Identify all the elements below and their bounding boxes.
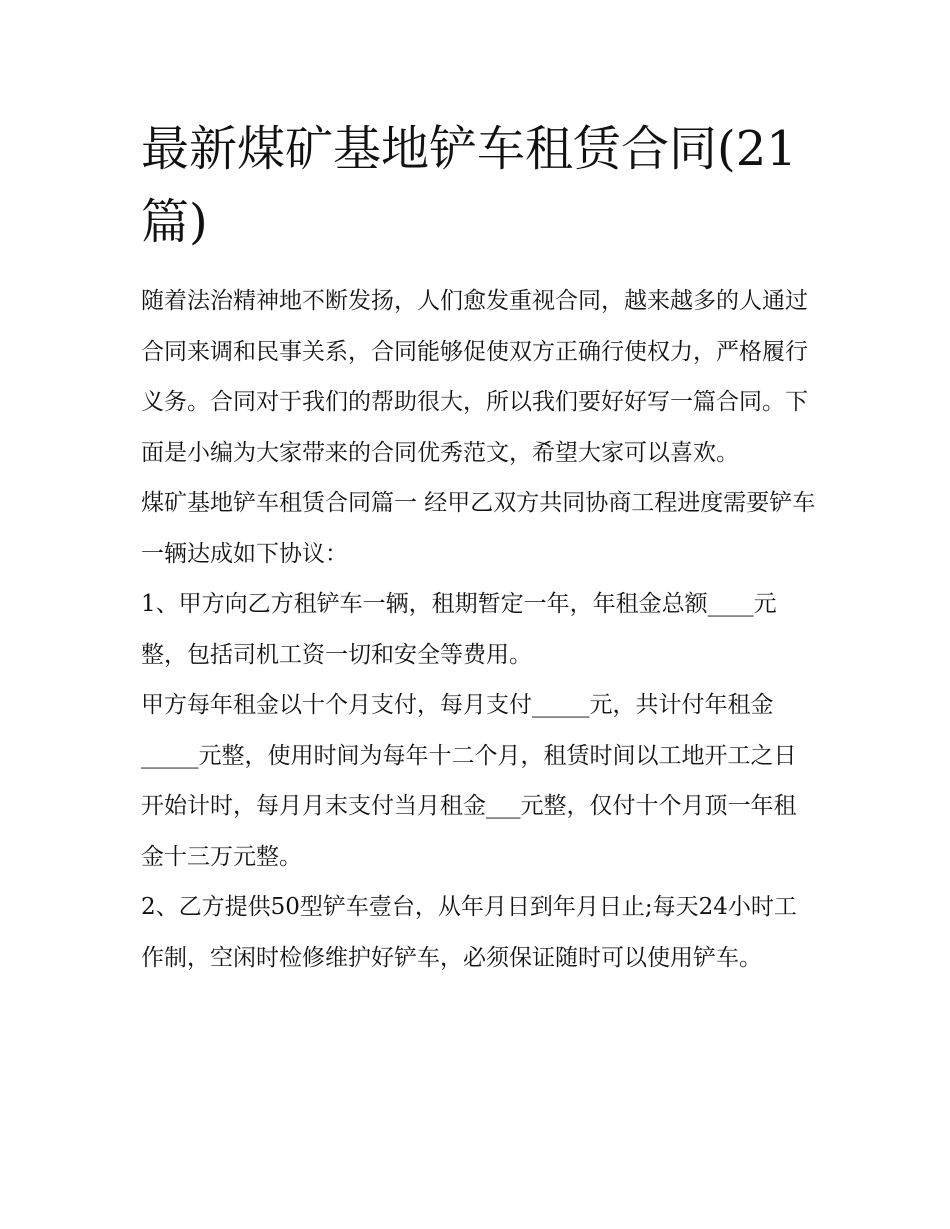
paragraph-payment-terms: 甲方每年租金以十个月支付，每月支付_____元，共计付年租金_____元整，使用时间为每年十二个月，租赁时间以工地开工之日开始计时，每月月末支付当月租金___元整，仅付十个月顶一年租金十三万元整。	[141, 692, 797, 870]
paragraph-clause-1: 1、甲方向乙方租铲车一辆，租期暂定一年，年租金总额____元整，包括司机工资一切和安全等费用。	[141, 591, 777, 668]
paragraph-clause-2: 2、乙方提供50型铲车壹台，从年月日到年月日止;每天24小时工作制，空闲时检修维护好铲车，必须保证随时可以使用铲车。	[141, 894, 797, 971]
paragraph-intro: 随着法治精神地不断发扬，人们愈发重视合同，越来越多的人通过合同来调和民事关系，合同能够促使双方正确行使权力，严格履行义务。合同对于我们的帮助很大，所以我们要好好写一篇合同。下面是小编为大家带来的合同优秀范文，希望大家可以喜欢。	[141, 288, 808, 466]
document-body	[141, 276, 816, 983]
paragraph-contract-heading: 煤矿基地铲车租赁合同篇一 经甲乙双方共同协商工程进度需要铲车一辆达成如下协议：	[141, 490, 816, 567]
document-title: 最新煤矿基地铲车租赁合同(21篇)	[141, 121, 797, 250]
